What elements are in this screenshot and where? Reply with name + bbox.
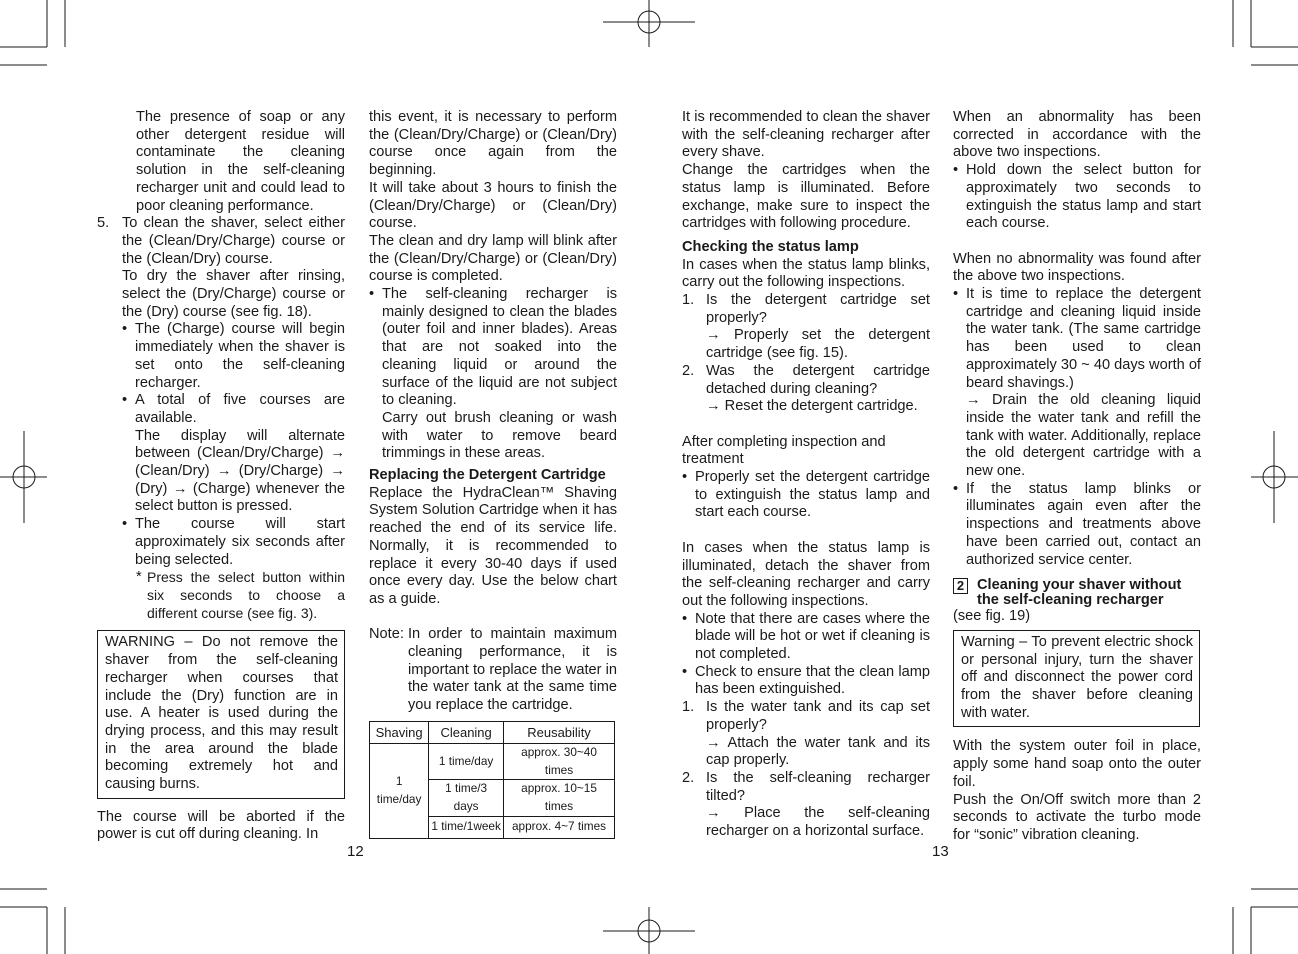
table-cell: 1 time/3 days [429,780,504,816]
table-cell-shaving: 1 time/day [370,743,429,838]
inspection-2: 2. Was the detergent cartridge detached during cleaning? → Reset the detergent cartridge. [682,362,930,415]
duration-text: It will take about 3 hours to finish the (Clean/Dry/Charge) or (Clean/Dry) course. [369,179,617,232]
step-5-text-dry: To dry the shaver after rinsing, select the (Dry/Charge) course or the (Dry) course (see fig. 18). [122,268,345,320]
display-alternate-text: The display will alternate between (Clean/Dry/Charge) → (Clean/Dry) → (Dry/Charge) → (Dry) → (Charge) whenever the select button is pressed. [135,427,345,515]
section-2-title: Cleaning your shaver without the self-cleaning recharger [977,577,1182,609]
bullet-mark: • [953,286,959,303]
restart-course-text: this event, it is necessary to perform the (Clean/Dry/Charge) or (Clean/Dry) course once again from the beginning. [369,109,617,179]
step-5-text: To clean the shaver, select either the (Clean/Dry/Charge) course or the (Clean/Dry) course. [122,215,345,267]
note-text: In order to maintain maximum cleaning performance, it is important to replace the water in the water tank at the same time you replace the cartridge. [408,626,617,714]
bullet-charge-course: • The (Charge) course will begin immediately when the shaver is set onto the self-cleaning recharger. [122,321,345,391]
table-cell: 1 time/1week [429,816,504,838]
bullet-mark: • [122,321,128,338]
warning-box-electric-shock [953,630,1200,728]
bullet-mark: • [953,162,959,179]
table-header: Cleaning [429,721,504,743]
bullet-mark: • [369,286,375,303]
bullet-set-cartridge: • Properly set the detergent cartridge to extinguish the status lamp and start each course. [682,469,930,521]
step-5 [97,215,345,321]
section-heading-status-lamp: Checking the status lamp [682,238,859,255]
see-fig-19: (see fig. 19) [953,608,1031,625]
replace-cartridge-text: Replace the HydraClean™ Shaving System Solution Cartridge when it has reached the end of its service life. Normally, it is recommended to replace it every 30-40 days if used once every day. Use the below chart as a guide. [369,484,617,607]
bullet-cleaning-scope: • The self-cleaning recharger is mainly designed to clean the blades (outer foil and inner blades). Areas that are not soaked into the cleaning liquid or around the surface of the liquid are not subject to cleaning. Carry out brush cleaning or wash with water to remove beard trimmings in these areas. [369,286,617,462]
bullet-clean-lamp: • Check to ensure that the clean lamp has been extinguished. [682,663,930,698]
lamp-blinks-text: In cases when the status lamp blinks, carry out the following inspections. [682,256,930,291]
column-1 [97,109,345,844]
column-2 [369,109,617,839]
section-2-heading [953,578,1201,608]
column-4 [953,109,1201,845]
note-label: Note: [369,626,404,643]
table-cell: 1 time/day [429,743,504,779]
abnormality-corrected-text: When an abnormality has been corrected in accordance with the above two inspections. [953,109,1201,161]
section-heading-replacing-cartridge: Replacing the Detergent Cartridge [369,467,606,484]
soap-residue-note: The presence of soap or any other detergent residue will contaminate the cleaning solution in the self-cleaning recharger unit and could lead to poor cleaning performance. [136,109,345,214]
bullet-five-courses: • A total of five courses are available. The display will alternate between (Clean/Dry/Charge) → (Clean/Dry) → (Dry/Charge) → (Dry) → (Charge) whenever the select button is pressed. [122,392,345,515]
inspection-3: 1. Is the water tank and its cap set properly? → Attach the water tank and its cap properly. [682,699,930,769]
bullet-mark: • [953,480,959,497]
step-5-number: 5. [97,215,110,232]
page-number-left: 12 [347,843,364,860]
bullet-hold-select: • Hold down the select button for approximately two seconds to extinguish the status lamp and start each course. [953,162,1201,232]
table-row [370,743,615,779]
bullet-hot-blade: • Note that there are cases where the blade will be hot or wet if cleaning is not completed. [682,610,930,663]
after-inspection-text: After completing inspection and treatment [682,433,886,468]
hand-soap-text: With the system outer foil in place, apply some hand soap onto the outer foil. [953,738,1201,790]
bullet-mark: • [122,516,128,533]
maintenance-note [369,626,617,715]
lamp-blink-text: The clean and dry lamp will blink after the (Clean/Dry/Charge) or (Clean/Dry) course is completed. [369,232,617,285]
table-header: Reusability [504,721,615,743]
table-cell: approx. 4~7 times [504,816,615,838]
warning-text: Warning – To prevent electric shock or personal injury, turn the shaver off and disconnect the power cord from the shaver before cleaning with water. [961,633,1193,721]
table-cell: approx. 30~40 times [504,743,615,779]
table-cell: approx. 10~15 times [504,780,615,816]
no-abnormality-text: When no abnormality was found after the above two inspections. [953,250,1201,285]
table-header-row [370,721,615,743]
bullet-mark: • [122,392,128,409]
asterisk-mark: * [136,569,142,586]
lamp-illuminated-text: In cases when the status lamp is illuminated, detach the shaver from the self-cleaning recharger and carry out the following inspections. [682,539,930,609]
bullet-mark: • [682,610,688,627]
change-cartridge-text: Change the cartridges when the status lamp is illuminated. Before exchange, make sure to inspect the cartridges with following procedure. [682,162,930,232]
bullet-course-start: • The course will start approximately six seconds after being selected. [122,516,345,568]
asterisk-note: * Press the select button within six seconds to choose a different course (see fig. 3). [136,569,345,621]
bullet-replace-cartridge: • It is time to replace the detergent cartridge and cleaning liquid inside the water tank. (The same cartridge has been used to clean approximately 30 ~ 40 days worth of beard shavings.) → Drain the old cleaning liquid inside the water tank and refill the tank with water. Additionally, replace the old detergent cartridge with a new one. [953,286,1201,480]
turbo-mode-text: Push the On/Off switch more than 2 seconds to activate the turbo mode for “sonic” vibration cleaning. [953,791,1201,843]
course-aborted-text: The course will be aborted if the power is cut off during cleaning. In [97,808,345,843]
inspection-1: 1. Is the detergent cartridge set properly? → Properly set the detergent cartridge (see fig. 15). [682,292,930,362]
table-header: Shaving [370,721,429,743]
warning-box [97,630,345,798]
warning-text: WARNING – Do not remove the shaver from the self-cleaning recharger when courses that include the (Dry) function are in use. A heater is used during the drying process, and this may result in the area around the blade becoming extremely hot and causing burns. [105,634,338,793]
bullet-mark: • [682,663,688,680]
cartridge-guide-table [369,721,615,839]
page-number-right: 13 [932,843,949,860]
inspection-4: 2. Is the self-cleaning recharger tilted? → Place the self-cleaning recharger on a horizontal surface. [682,769,930,840]
bullet-mark: • [682,469,688,486]
section-number-2: 2 [953,578,968,594]
bullet-contact-service: • If the status lamp blinks or illuminates again even after the inspections and treatments above have been carried out, contact an authorized service center. [953,480,1201,568]
recommend-clean-text: It is recommended to clean the shaver with the self-cleaning recharger after every shave. [682,109,930,161]
column-3 [682,109,930,841]
